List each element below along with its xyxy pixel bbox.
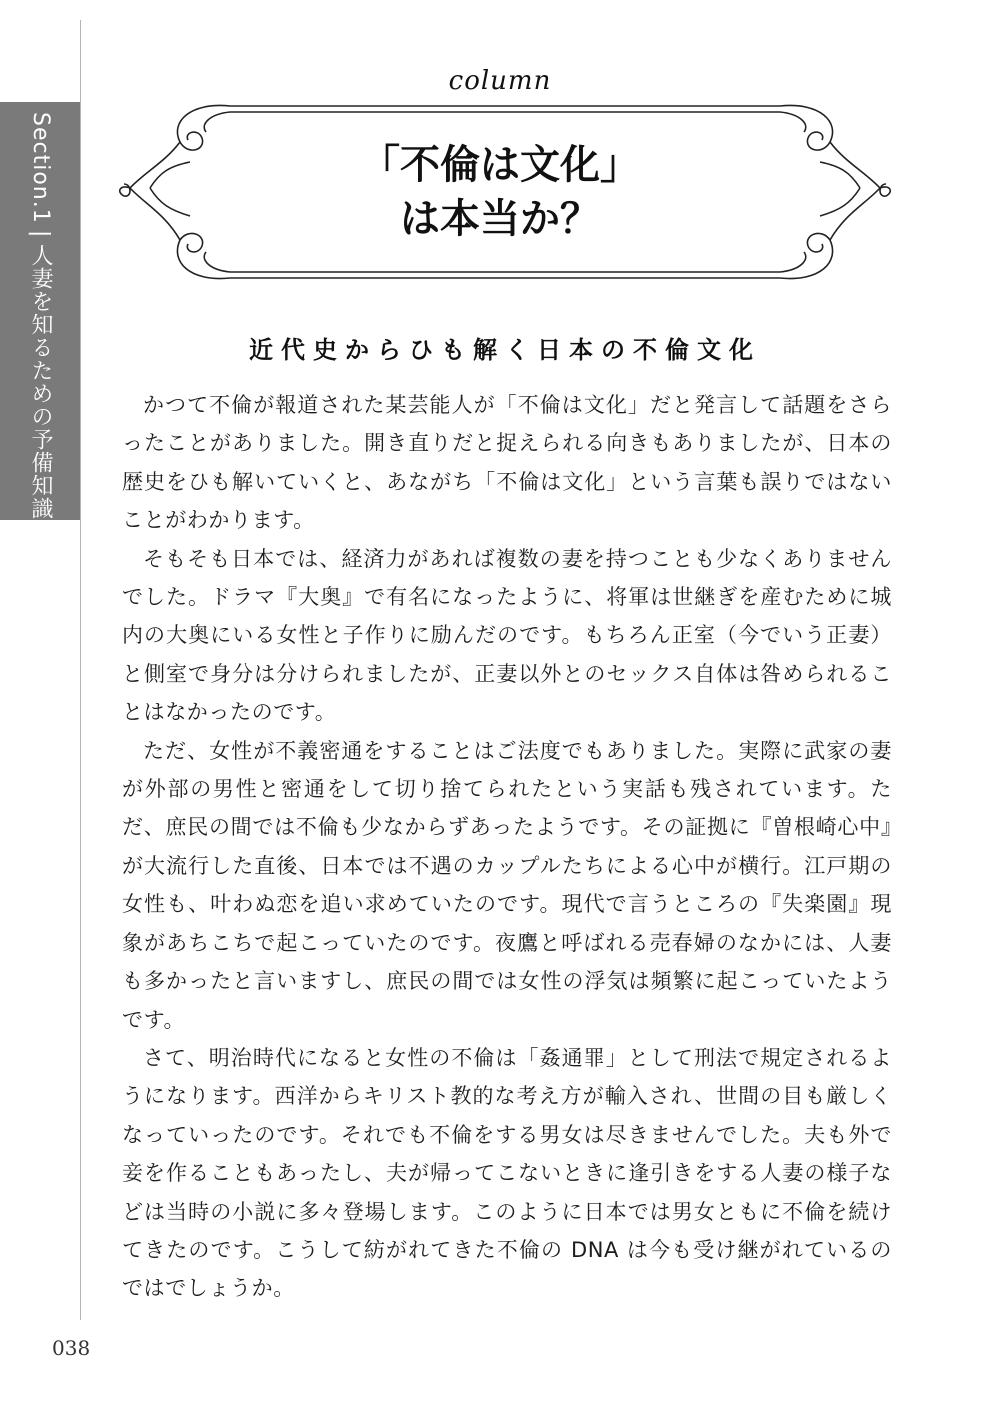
page-number: 038 [52,1336,91,1360]
paragraph: そもそも日本では、経済力があれば複数の妻を持つことも少なくありませんでした。ドラマ『大奥』で有名になったように、将軍は世継ぎを産むために城内の大奥にいる女性と子作りに励んだのです。もちろん正室（今でいう正妻）と側室で身分は分けられましたが、正妻以外とのセックス自体は咎められることはなかったのです。 [122,546,892,725]
column-title [240,138,760,246]
body-text [122,386,892,1308]
column-label: column [448,66,552,96]
section-separator: | [28,229,53,239]
title-line-1: 「不倫は文化」 [360,142,640,188]
paragraph: さて、明治時代になると女性の不倫は「姦通罪」として刑法で規定されるようになります。西洋からキリスト教的な考え方が輸入され、世間の目も厳しくなっていったのです。それでも不倫をする男女は尽きませんでした。夫も外で妾を作ることもあったし、夫が帰ってこないときに逢引きをする人妻の様子などは当時の小説に多々登場します。このように日本では男女ともに不倫を続けてきたのです。こうして紡がれてきた不倫の DNA は今も受け継がれているのではでしょうか。 [122,1045,892,1301]
paragraph: かつて不倫が報道された某芸能人が「不倫は文化」だと発言して話題をさらったことがありました。開き直りだと捉えられる向きもありましたが、日本の歴史をひも解いていくと、あながち「不倫は文化」という言葉も誤りではないことがわかります。 [122,393,892,533]
paragraph: ただ、女性が不義密通をすることはご法度でもありました。実際に武家の妻が外部の男性と密通をして切り捨てられたという実話も残されています。ただ、庶民の間では不倫も少なからずあったようです。その証拠に『曽根崎心中』が大流行した直後、日本では不遇のカップルたちによる心中が横行。江戸期の女性も、叶わぬ恋を追い求めていたのです。現代で言うところの『失楽園』現象があちこちで起こっていたのです。夜鷹と呼ばれる売春婦のなかには、人妻も多かったと言いますし、庶民の間では女性の浮気は頻繁に起こっていたようです。 [122,738,892,1032]
margin-rule [80,20,81,1320]
chapter-label: 人妻を知るための予備知識 [28,244,53,521]
title-line-2: は本当か？ [400,196,600,242]
section-label: Section.1 [28,112,53,224]
subheading: 近代史からひも解く日本の不倫文化 [249,336,761,364]
section-side-tab-text [18,112,62,521]
